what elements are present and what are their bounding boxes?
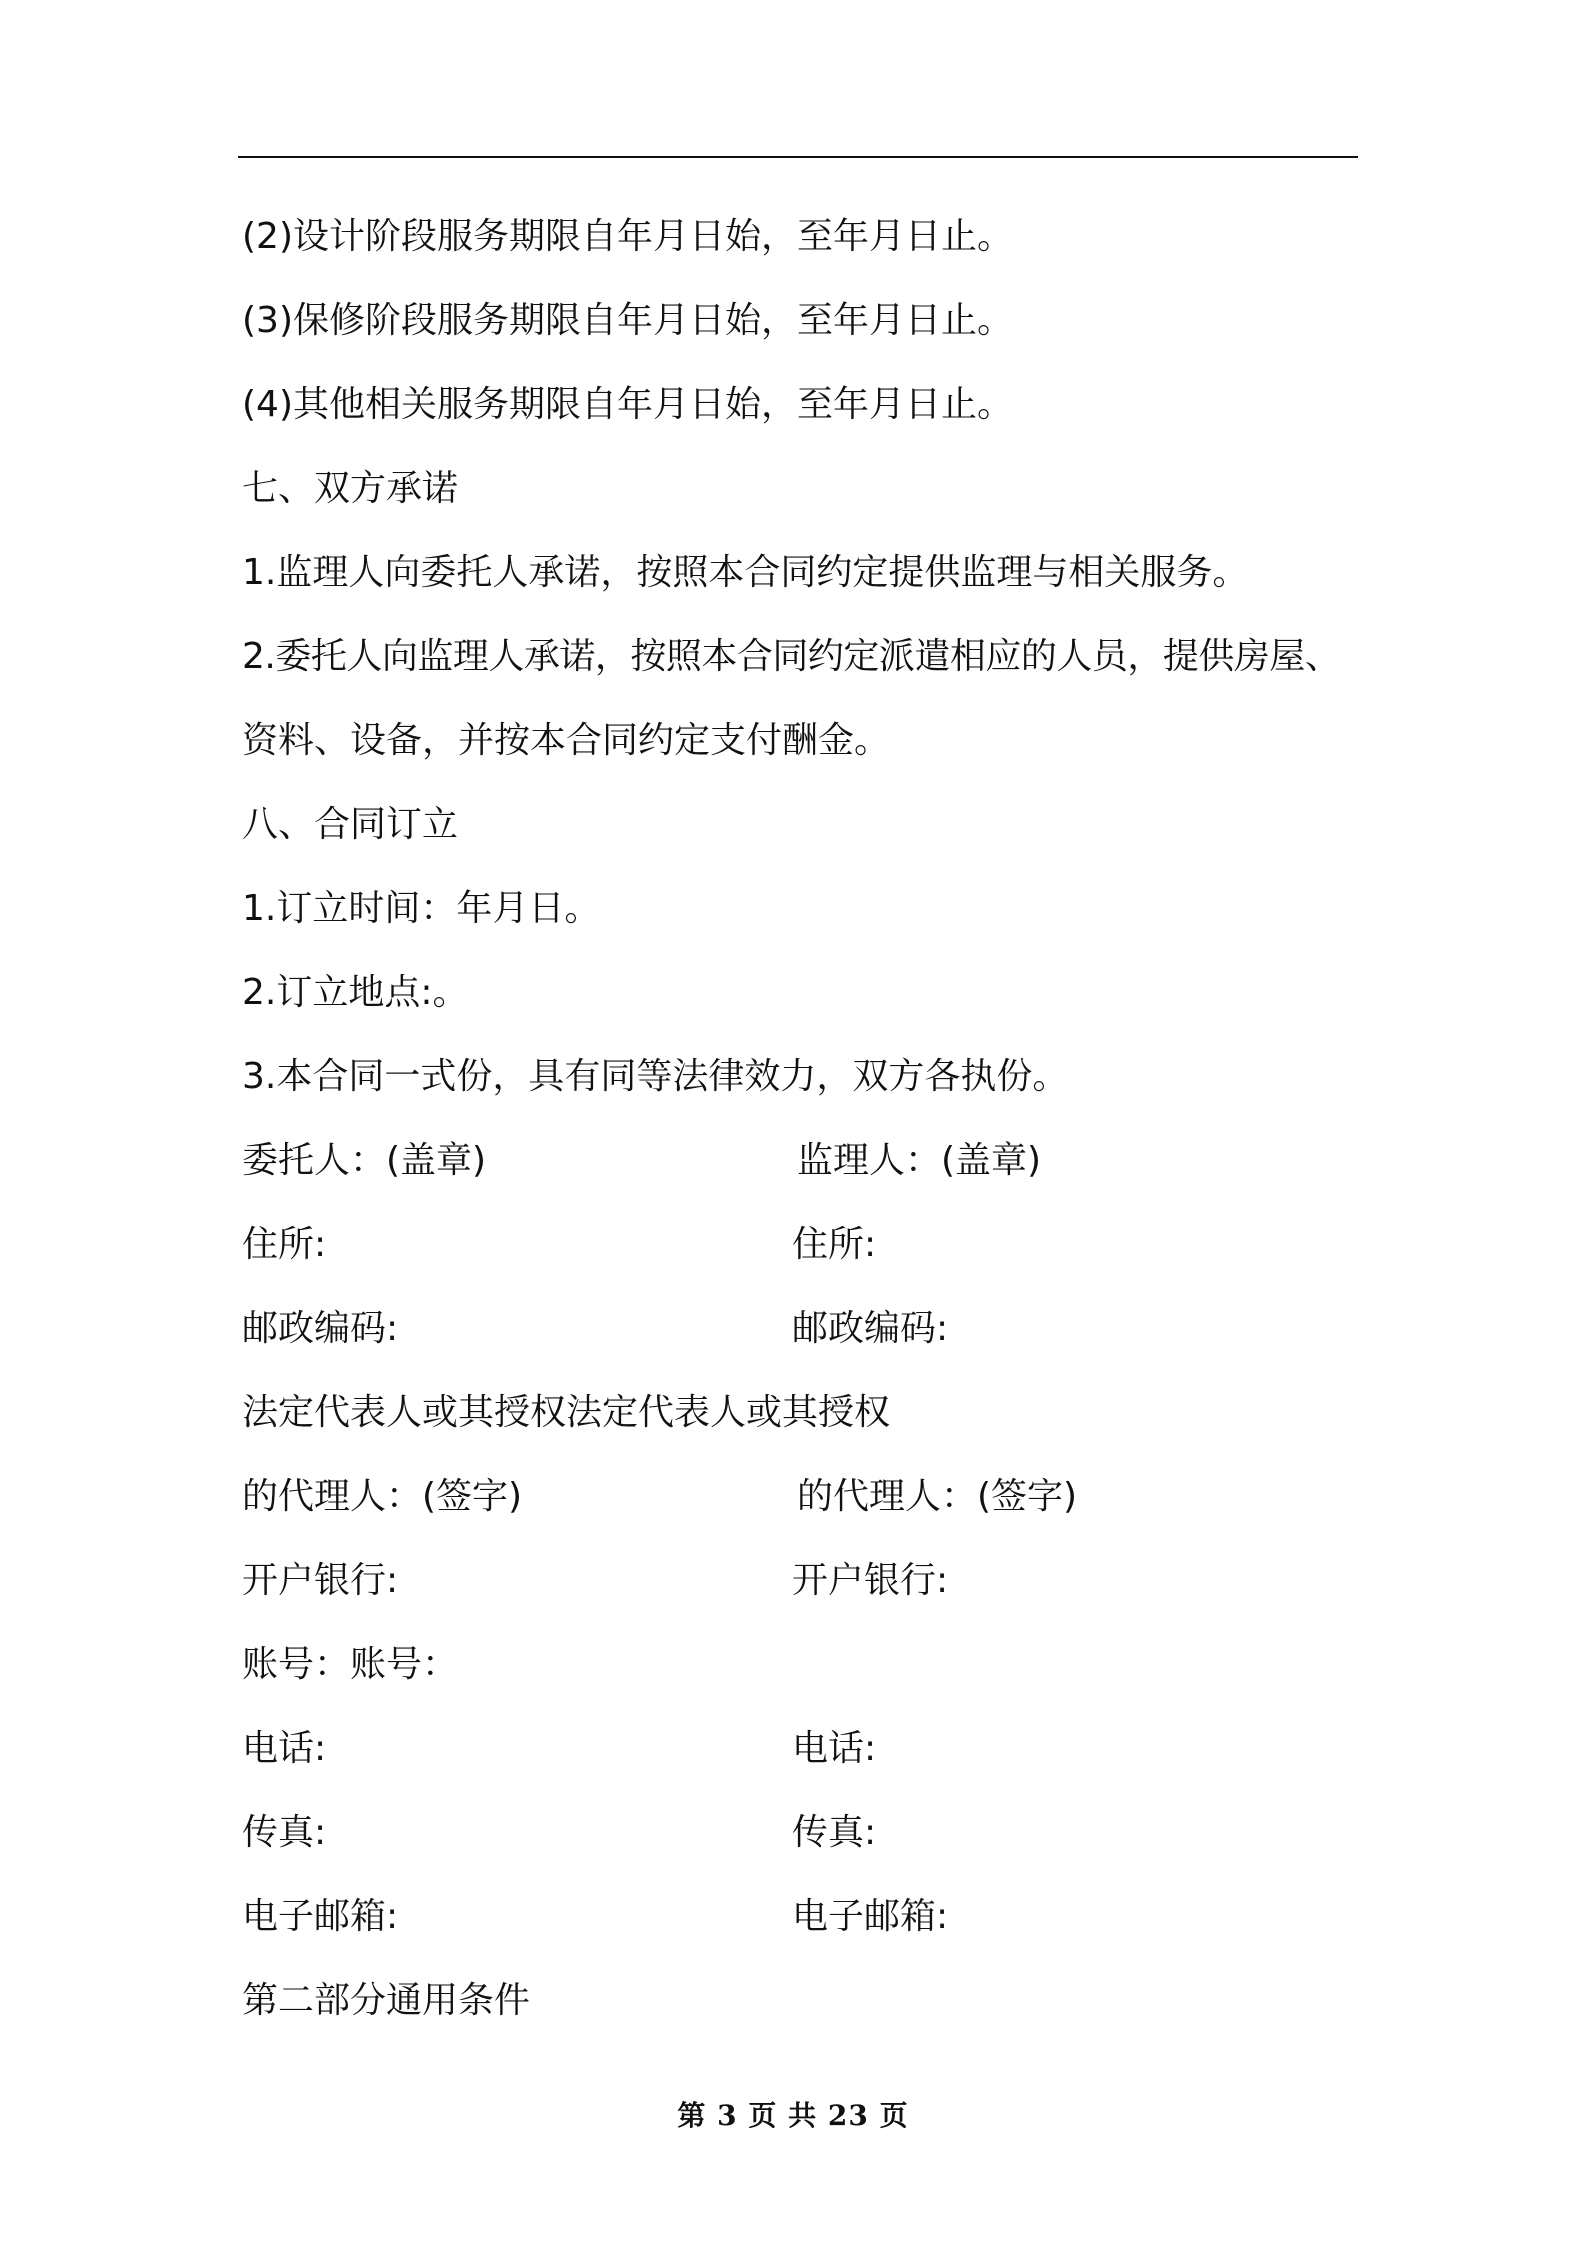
supervisor-agent-label: 的代理人：(签字) bbox=[797, 1476, 1078, 1517]
signature-seal-row bbox=[242, 1119, 1362, 1203]
section-title: 第二部分通用条件 bbox=[242, 1980, 531, 2021]
signature-postcode-row bbox=[242, 1287, 1362, 1371]
document-body bbox=[242, 195, 1362, 2043]
signature-address-row bbox=[242, 1203, 1362, 1287]
paragraph-client-commitment: 2.委托人向监理人承诺，按照本合同约定派遣相应的人员，提供房屋、 bbox=[242, 636, 1341, 677]
signature-account-row: 账号：账号： bbox=[242, 1644, 459, 1685]
client-fax-label: 传真: bbox=[242, 1812, 327, 1853]
paragraph-other-period: (4)其他相关服务期限自年月日始，至年月日止。 bbox=[242, 384, 1013, 425]
paragraph-supervisor-commitment: 1.监理人向委托人承诺，按照本合同约定提供监理与相关服务。 bbox=[242, 552, 1249, 593]
supervisor-address-label: 住所: bbox=[792, 1224, 877, 1265]
client-phone-label: 电话: bbox=[242, 1728, 327, 1769]
signature-bank-row bbox=[242, 1539, 1362, 1623]
paragraph-warranty-period: (3)保修阶段服务期限自年月日始，至年月日止。 bbox=[242, 300, 1013, 341]
client-email-label: 电子邮箱: bbox=[242, 1896, 399, 1937]
paragraph-copies: 3.本合同一式份，具有同等法律效力，双方各执份。 bbox=[242, 1056, 1069, 1097]
supervisor-fax-label: 传真: bbox=[792, 1812, 877, 1853]
paragraph-client-commitment-cont: 资料、设备，并按本合同约定支付酬金。 bbox=[242, 720, 891, 761]
supervisor-seal-label: 监理人：(盖章) bbox=[797, 1140, 1042, 1181]
client-seal-label: 委托人：(盖章) bbox=[242, 1140, 487, 1181]
paragraph-signing-place: 2.订立地点:。 bbox=[242, 972, 469, 1013]
heading-mutual-commitments: 七、双方承诺 bbox=[242, 468, 459, 509]
client-postcode-label: 邮政编码: bbox=[242, 1308, 399, 1349]
page-footer: 第 3 页 共 23 页 bbox=[677, 2099, 909, 2132]
supervisor-bank-label: 开户银行: bbox=[792, 1560, 949, 1601]
heading-contract-signing: 八、合同订立 bbox=[242, 804, 459, 845]
client-agent-label: 的代理人：(签字) bbox=[242, 1476, 523, 1517]
paragraph-design-period: (2)设计阶段服务期限自年月日始，至年月日止。 bbox=[242, 216, 1013, 257]
paragraph-signing-time: 1.订立时间：年月日。 bbox=[242, 888, 601, 929]
signature-agent-row bbox=[242, 1455, 1362, 1539]
client-bank-label: 开户银行: bbox=[242, 1560, 399, 1601]
signature-email-row bbox=[242, 1875, 1362, 1959]
client-address-label: 住所: bbox=[242, 1224, 327, 1265]
signature-representative-row: 法定代表人或其授权法定代表人或其授权 bbox=[242, 1392, 891, 1433]
supervisor-postcode-label: 邮政编码: bbox=[792, 1308, 949, 1349]
supervisor-phone-label: 电话: bbox=[792, 1728, 877, 1769]
signature-fax-row bbox=[242, 1791, 1362, 1875]
supervisor-email-label: 电子邮箱: bbox=[792, 1896, 949, 1937]
header-rule bbox=[238, 156, 1358, 158]
signature-phone-row bbox=[242, 1707, 1362, 1791]
